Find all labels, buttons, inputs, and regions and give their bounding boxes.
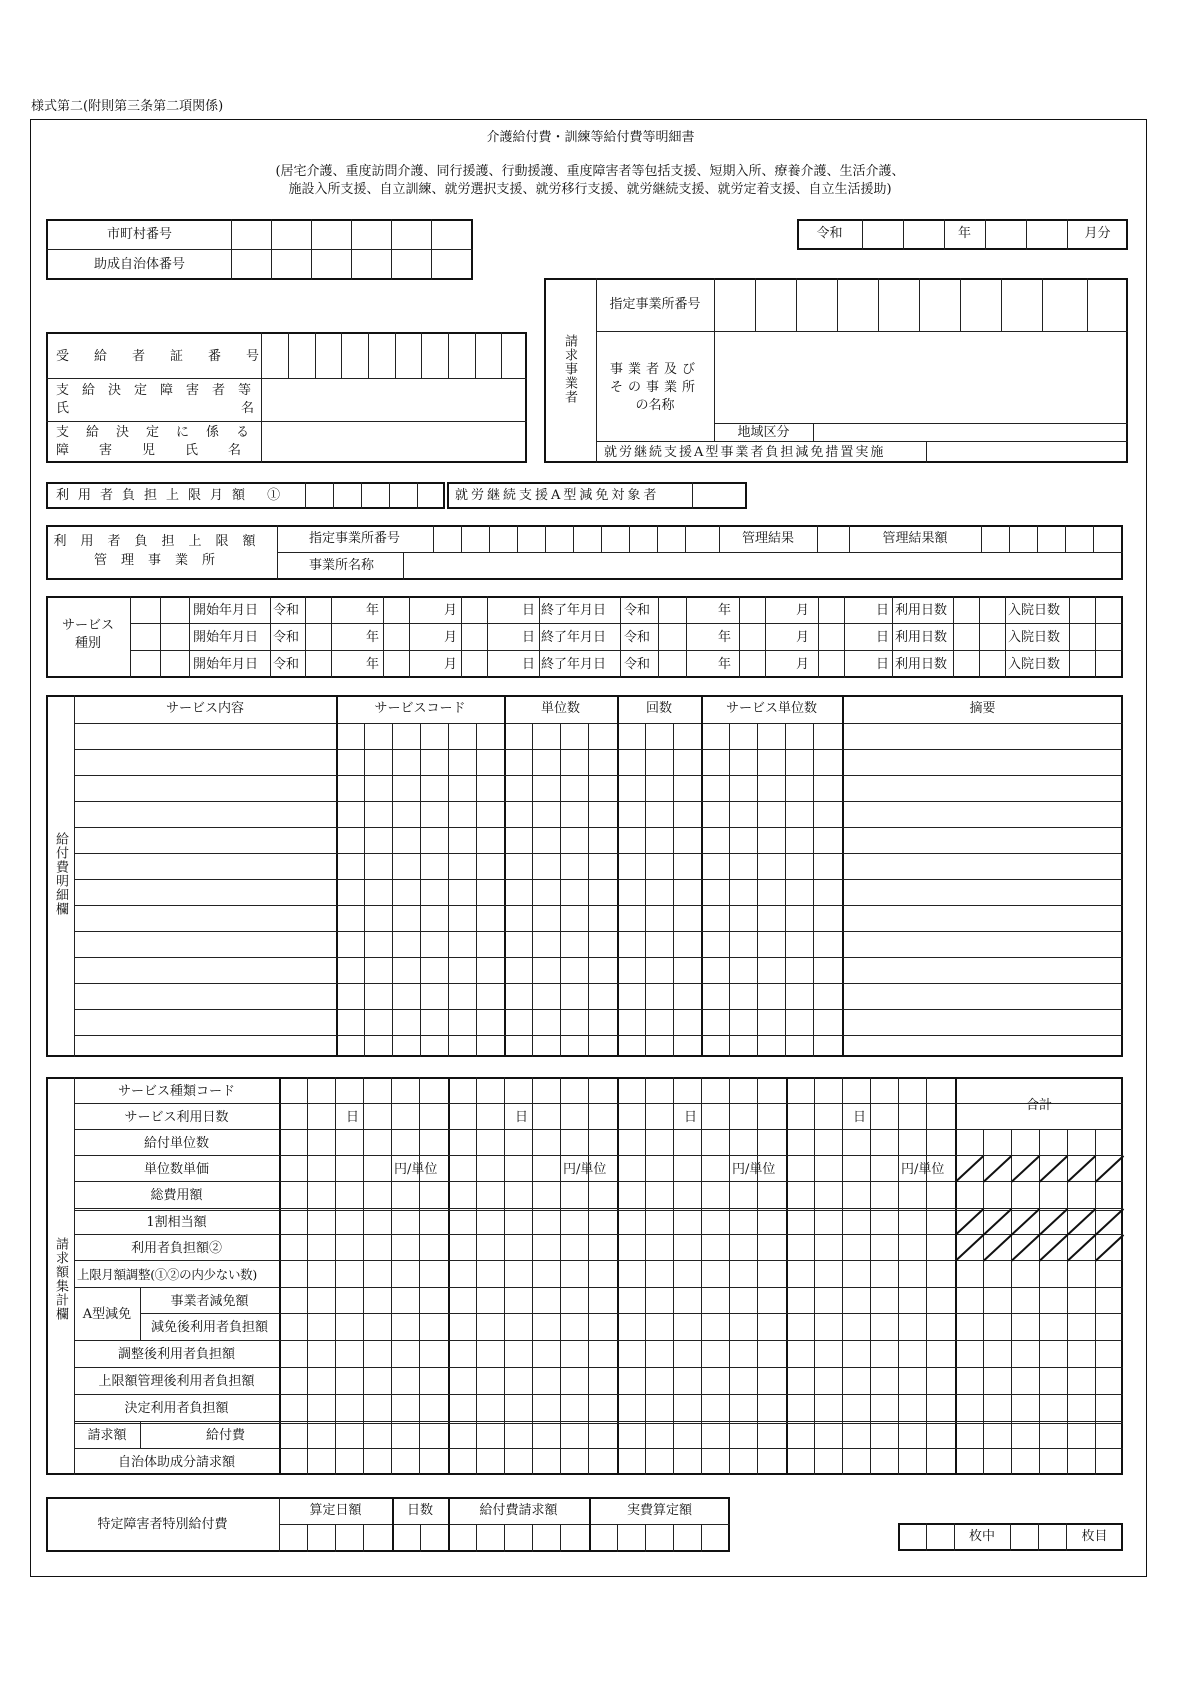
grid-line [476,723,477,1057]
grid-line [673,723,674,1057]
grid-line [560,1129,561,1475]
billing-row-label: 1割相当額 [146,1215,207,1230]
grid-line [74,1009,1123,1010]
cert-no-label: 受給者証番号 [56,349,285,364]
grid-line [757,723,758,1057]
grid-line [74,905,1123,906]
usage-day-label: 日 [346,1110,360,1125]
detail-section-label: 給付費明細欄 [53,832,68,916]
grid-line [74,1181,1123,1182]
grid-line [898,1129,899,1475]
grid-line [74,853,1123,854]
month-of-label: 月分 [1084,226,1111,241]
provider-name-label-1: 事業者及び [609,362,700,377]
grid-line [419,1077,420,1129]
service-type-label-2: 種別 [74,636,101,651]
yen-per-unit-label: 円/単位 [563,1162,607,1177]
provider-office-no-label: 指定事業所番号 [609,297,701,312]
billing-row-label: 上限額管理後利用者負担額 [98,1374,255,1389]
recipient-name-label-1: 支給決定障害者等 [56,383,265,398]
grid-line [757,1077,758,1129]
grid-line [504,1129,505,1475]
detail-col-units: 単位数 [540,701,580,716]
grid-line [391,1129,392,1475]
grid-line [926,1077,927,1129]
grid-line [392,723,393,1057]
grid-line [757,1129,758,1475]
form-title: 介護給付費・訓練等給付費等明細書 [486,130,695,145]
grid-line [448,723,449,1057]
billing-row-label: 給付単位数 [143,1136,209,1151]
billing-row-label: 単位数単価 [143,1162,209,1177]
grid-line [532,723,533,1057]
grid-line [560,723,561,1057]
grid-line [645,723,646,1057]
days-label: 日数 [406,1503,433,1518]
mgmt-result-amount-label: 管理結果額 [882,531,948,546]
yen-per-unit-label: 円/単位 [901,1162,945,1177]
billing-row-label: 利用者負担額② [130,1241,222,1256]
grid-line [673,1077,674,1129]
grid-line [814,1129,815,1475]
grid-line [842,1077,843,1129]
grid-line [645,1077,646,1129]
grid-line [870,1077,871,1129]
grid-line [74,1287,1123,1288]
billing-row-label: 調整後利用者負担額 [117,1347,235,1362]
a-target-label: 就労継続支援A型減免対象者 [455,488,660,503]
grid-line [645,1129,646,1475]
grid-line [140,1313,1123,1314]
mgmt-office-no-label: 指定事業所番号 [309,531,401,546]
grid-line [74,801,1123,802]
grid-line [898,1077,899,1129]
era-label: 令和 [816,226,843,241]
billing-row-label: 給付費 [205,1428,245,1443]
grid-line [307,1077,308,1129]
grid-line [532,1077,533,1129]
year-label: 年 [957,226,971,241]
form-caption: 様式第二(附則第三条第二項関係) [31,99,224,114]
daily-amount-label: 算定日額 [309,1503,362,1518]
grid-line [74,957,1123,958]
grid-line [74,1367,1123,1368]
grid-line [74,1129,1123,1130]
grid-line [560,1077,561,1129]
grid-line [74,1260,1123,1261]
claim-label: 請求額 [87,1428,127,1443]
grid-line [813,723,814,1057]
billing-row-label: サービス利用日数 [124,1110,229,1125]
monthly-limit-label: 利用者負担上限月額 ① [56,488,290,503]
grid-line [74,1448,1123,1449]
billing-total-label: 合計 [1025,1098,1052,1113]
billing-row-label: 減免後利用者負担額 [150,1320,268,1335]
billing-row-label: 自治体助成分請求額 [117,1455,235,1470]
billing-row-label: サービス種類コード [117,1084,235,1099]
grid-line [74,931,1123,932]
detail-col-content: サービス内容 [165,701,244,716]
grid-line [74,1208,1123,1211]
grid-line [363,1077,364,1129]
grid-line [842,1129,843,1475]
grid-line [870,1129,871,1475]
grid-line [532,1129,533,1475]
grid-line [140,1421,141,1448]
grid-line [729,1129,730,1475]
child-name-label-2: 障害児氏名 [56,443,272,458]
grid-line [729,723,730,1057]
grid-line [74,1394,1123,1395]
detail-col-count: 回数 [645,701,672,716]
billing-row-label: 事業者減免額 [170,1294,249,1309]
grid-line [673,1129,674,1475]
yen-per-unit-label: 円/単位 [394,1162,438,1177]
grid-line [307,1129,308,1475]
provider-name-label-3: の名称 [635,398,675,413]
grid-line [74,983,1123,984]
child-name-label-1: 支給決定に係る [56,425,267,440]
grid-line [814,1077,815,1129]
grid-line [74,749,1123,750]
mgmt-office-name-label: 事業所名称 [309,558,375,573]
grid-line [419,1129,420,1475]
billing-section-label: 請求額集計欄 [53,1237,68,1321]
grid-line [701,1077,702,1129]
sheet-nth-label: 枚目 [1081,1529,1108,1544]
usage-day-label: 日 [515,1110,529,1125]
grid-line [926,1129,927,1475]
provider-section-label: 請求事業者 [562,334,577,404]
special-benefit-label: 特定障害者特別給付費 [97,1517,228,1532]
grid-line [74,1155,1123,1156]
grid-line [588,1077,589,1129]
grid-line [588,1129,589,1475]
recipient-name-label-2b: 名 [241,401,255,416]
actual-cost-label: 実費算定額 [626,1503,692,1518]
recipient-name-label-2a: 氏 [56,401,70,416]
grid-line [74,1421,1123,1424]
grid-line [335,1129,336,1475]
municipality-no-label: 市町村番号 [106,227,172,242]
grid-line [74,1340,1123,1341]
region-label: 地域区分 [737,425,790,440]
form-subtitle-2: 施設入所支援、自立訓練、就労選択支援、就労移行支援、就労継続支援、就労定着支援、自立生活援助) [288,182,892,197]
billing-row-label: 上限月額調整(①②の内少ない数) [77,1267,257,1282]
grid-line [74,827,1123,828]
benefit-claim-label: 給付費請求額 [479,1503,558,1518]
grid-line [74,879,1123,880]
limit-management-label-2: 管理事業所 [93,553,229,568]
grid-line [74,1234,1123,1235]
grid-line [74,775,1123,776]
usage-day-label: 日 [853,1110,867,1125]
a-type-exemption-label: 就労継続支援A型事業者負担減免措置実施 [604,445,886,460]
detail-col-service-units: サービス単位数 [725,701,817,716]
grid-line [364,723,365,1057]
subsidy-no-label: 助成自治体番号 [93,257,185,272]
usage-day-label: 日 [684,1110,698,1125]
grid-line [476,1077,477,1129]
limit-management-label-1: 利用者負担上限額 [53,534,270,549]
yen-per-unit-label: 円/単位 [732,1162,776,1177]
grid-line [391,1077,392,1129]
service-type-label-1: サービス [61,618,114,633]
provider-name-label-2: その事業所 [609,380,700,395]
billing-row-label: 決定利用者負担額 [124,1401,229,1416]
grid-line [729,1077,730,1129]
a-type-label: A型減免 [82,1307,132,1322]
grid-line [74,1035,1123,1036]
detail-col-summary: 摘要 [969,701,996,716]
form-subtitle-1: (居宅介護、重度訪問介護、同行援護、行動援護、重度障害者等包括支援、短期入所、療養介護、生活介護、 [275,164,905,179]
grid-line [476,1129,477,1475]
billing-row-label: 総費用額 [150,1188,203,1203]
grid-line [363,1129,364,1475]
mgmt-result-label: 管理結果 [741,531,794,546]
grid-line [504,1077,505,1129]
detail-col-code: サービスコード [374,701,466,716]
grid-line [701,1129,702,1475]
grid-line [588,723,589,1057]
grid-line [335,1077,336,1129]
grid-line [785,723,786,1057]
sheet-of-label: 枚中 [968,1529,995,1544]
grid-line [420,723,421,1057]
